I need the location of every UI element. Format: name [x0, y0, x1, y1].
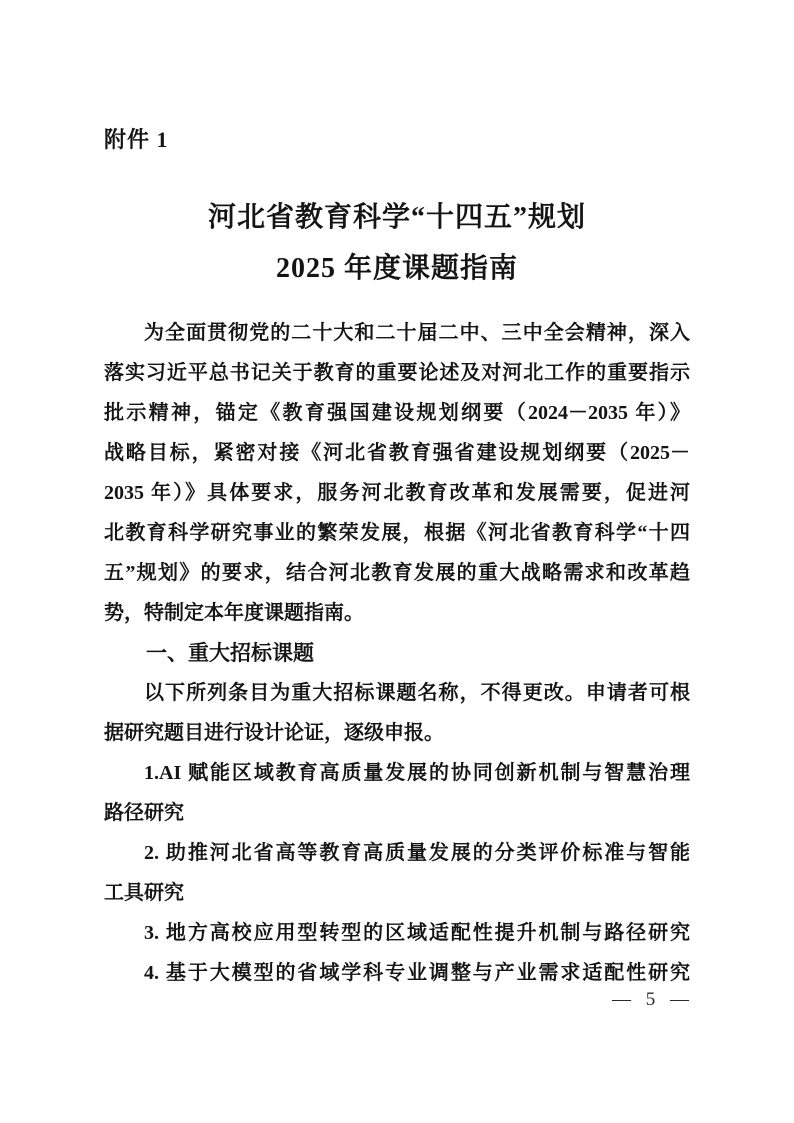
intro-line-7: 五”规划》的要求，结合河北教育发展的重大战略需求和改革趋	[104, 562, 690, 584]
section-heading: 一、重大招标课题	[146, 641, 314, 665]
topic-item-1-line-2: 路径研究	[104, 802, 184, 824]
section-desc-line-1: 以下所列条目为重大招标课题名称，不得更改。申请者可根	[144, 682, 690, 704]
page-number: — 5 —	[612, 989, 694, 1010]
intro-line-5: 2035 年）》具体要求，服务河北教育改革和发展需要，促进河	[104, 482, 690, 504]
document-subtitle: 2025 年度课题指南	[275, 253, 518, 284]
intro-line-8: 势，特制定本年度课题指南。	[104, 602, 364, 624]
topic-item-2-line-2: 工具研究	[104, 882, 184, 904]
intro-line-6: 北教育科学研究事业的繁荣发展，根据《河北省教育科学“十四	[104, 522, 690, 544]
document-body	[104, 313, 690, 993]
document-title: 河北省教育科学“十四五”规划	[207, 202, 586, 233]
topic-item-3: 3. 地方高校应用型转型的区域适配性提升机制与路径研究	[144, 922, 690, 944]
intro-line-4: 战略目标，紧密对接《河北省教育强省建设规划纲要（2025－	[104, 442, 690, 464]
topic-item-1-line-1: 1.AI 赋能区域教育高质量发展的协同创新机制与智慧治理	[144, 762, 690, 784]
topic-item-4: 4. 基于大模型的省域学科专业调整与产业需求适配性研究	[144, 962, 690, 984]
topic-item-2-line-1: 2. 助推河北省高等教育高质量发展的分类评价标准与智能	[144, 842, 690, 864]
attachment-label: 附件 1	[104, 127, 169, 152]
section-desc-line-2: 据研究题目进行设计论证，逐级申报。	[104, 722, 444, 744]
intro-line-2: 落实习近平总书记关于教育的重要论述及对河北工作的重要指示	[104, 362, 690, 384]
intro-line-3: 批示精神，锚定《教育强国建设规划纲要（2024－2035 年）》	[104, 402, 690, 424]
intro-line-1: 为全面贯彻党的二十大和二十届二中、三中全会精神，深入	[144, 322, 690, 344]
